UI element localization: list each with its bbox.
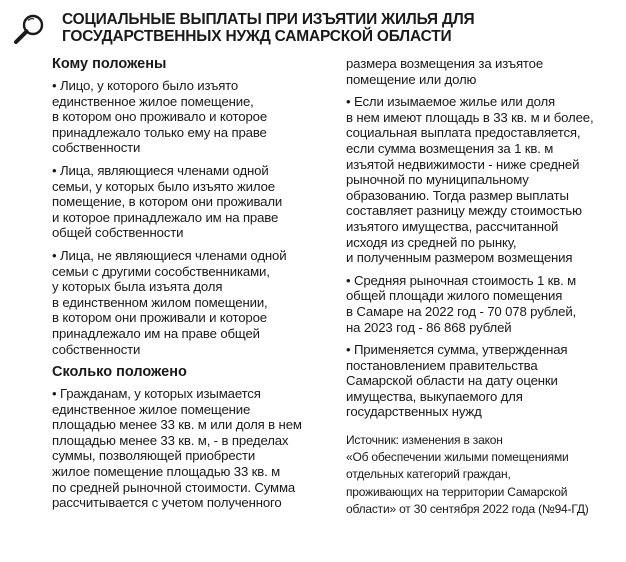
right-column bbox=[346, 56, 616, 518]
list-item: • Средняя рыночная стоимость 1 кв. м общей площади жилого помещения в Самаре на 2022 год - 70 078 рублей, на 2023 год - 86 868 рублей bbox=[346, 272, 577, 335]
article-title: СОЦИАЛЬНЫЕ ВЫПЛАТЫ ПРИ ИЗЪЯТИИ ЖИЛЬЯ ДЛЯ ГОСУДАРСТВЕННЫХ НУЖД САМАРСКОЙ ОБЛАСТИ bbox=[62, 11, 475, 45]
magnifier-icon bbox=[12, 12, 46, 46]
list-item: • Если изымаемое жилье или доля в нем имеют площадь в 33 кв. м и более, социальная выплата предоставляется, если сумма возмещения за 1 кв. м изъятой недвижимости - ниже средней рыночной по муниципальному образованию. Тогда размер выплаты составляет разницу между стоимостью изъятого имущества, рассчитанной исходя из средней по рынку, и полученным размером возмещения bbox=[346, 94, 594, 266]
section-heading-who: Кому положены bbox=[52, 56, 167, 72]
list-item: • Лицо, у которого было изъято единственное жилое помещение, в котором оно проживало и которое принадлежало только ему на праве собственности bbox=[52, 78, 268, 156]
list-item: • Применяется сумма, утвержденная постановлением правительства Самарской области на дату оценки имущества, выкупаемого для государственных нужд bbox=[346, 342, 568, 420]
list-item: • Лица, являющиеся членами одной семьи, у которых было изъято жилое помещение, в котором они проживали и которое принадлежало им на праве общей собственности bbox=[52, 162, 283, 241]
source-note: Источник: изменения в закон «Об обеспечении жилыми помещениями отдельных категорий граждан, проживающих на территории Самарской области» от 30 сентября 2022 года (№94-ГД) bbox=[346, 433, 589, 516]
left-column bbox=[52, 56, 327, 518]
section-heading-how-much: Сколько положено bbox=[52, 364, 187, 381]
list-item-continuation: размера возмещения за изъятое помещение или долю bbox=[346, 56, 544, 87]
list-item: • Гражданам, у которых изымается единственное жилое помещение площадью менее 33 кв. м или доля в нем площадью менее 33 кв. м, - в пределах суммы, позволяющей приобрести жилое помещение площадью 33 кв. м по средней рыночной стоимости. Сумма рассчитывается с учетом полученного bbox=[52, 386, 302, 511]
header bbox=[10, 8, 620, 52]
list-item: • Лица, не являющиеся членами одной семьи с другими сособственниками, у которых была изъята доля в единственном жилом помещении, в котором они проживали и которое принадлежало им на праве общей собственности bbox=[52, 247, 287, 357]
